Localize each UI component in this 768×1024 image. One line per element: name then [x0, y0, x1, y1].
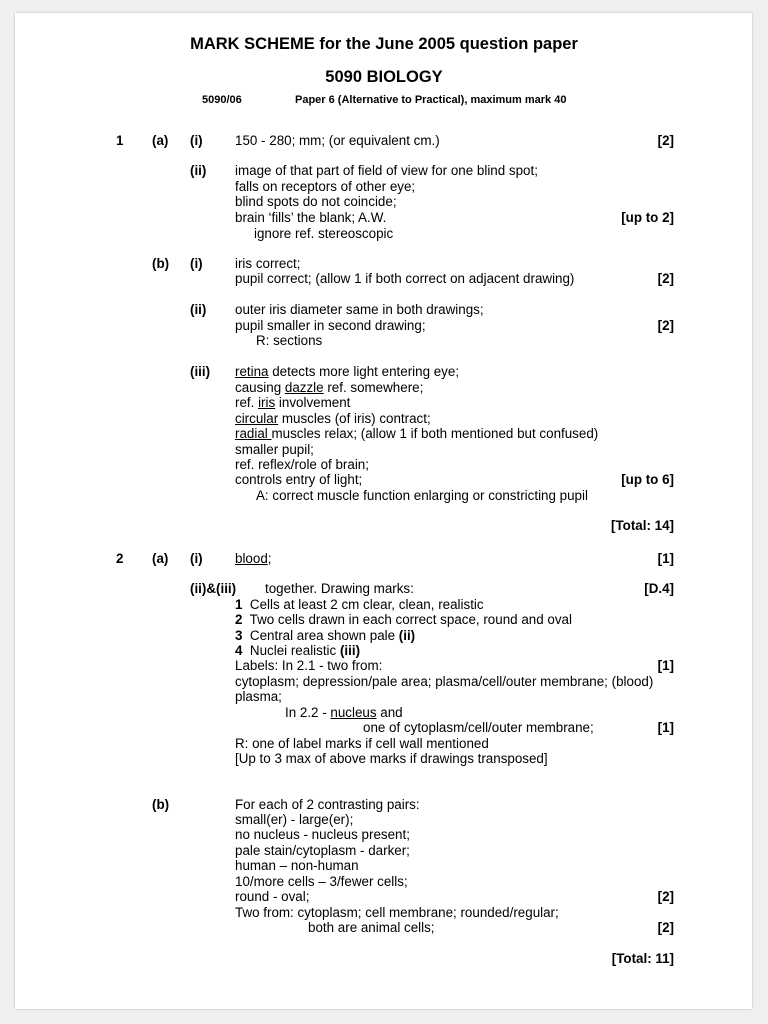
bold-ref: (iii)	[339, 643, 361, 658]
q1-a-sub-i: (i)	[190, 133, 203, 148]
labels-line: plasma;	[235, 689, 282, 704]
in-2-2-line: one of cytoplasm/cell/outer membrane;	[363, 720, 594, 735]
q1-total: [Total: 14]	[611, 518, 674, 533]
underlined-term: radial	[235, 426, 272, 441]
question-number-2: 2	[116, 551, 124, 566]
item-number: 1	[235, 597, 243, 612]
subject-title: 5090 BIOLOGY	[325, 68, 443, 86]
q2-a-i-answer	[235, 551, 272, 567]
transposed-note: [Up to 3 max of above marks if drawings transposed]	[235, 751, 548, 766]
q2-b-line: human – non-human	[235, 858, 359, 873]
q1-b-sub-i: (i)	[190, 256, 203, 271]
in-2-2-mark: [1]	[657, 720, 674, 735]
paper-code: 5090/06	[202, 94, 242, 106]
q1-b-iii-line: ref. reflex/role of brain;	[235, 457, 369, 472]
q2-total: [Total: 11]	[611, 951, 674, 966]
bold-ref: (ii)	[398, 628, 416, 643]
q1-b-sub-ii: (ii)	[190, 302, 207, 317]
item-number: 2	[235, 612, 243, 627]
q1-b-iii-line	[235, 395, 350, 411]
q1-b-iii-mark: [up to 6]	[621, 472, 674, 487]
line-text: In 2.2 -	[285, 705, 331, 720]
q1-b-iii-line	[235, 380, 423, 396]
q1-b-ii-mark: [2]	[657, 318, 674, 333]
underlined-term: dazzle	[284, 380, 324, 395]
line-text: ref.	[235, 395, 259, 410]
line-text: Central area shown pale	[249, 628, 399, 643]
line-text: ref. somewhere;	[323, 380, 424, 395]
q1-b-ii-line: pupil smaller in second drawing;	[235, 318, 426, 333]
q2-a-ii-iii-mark: [D.4]	[644, 581, 674, 596]
q2-part-b: (b)	[152, 797, 170, 812]
q1-b-iii-line	[235, 411, 431, 427]
line-text: muscles relax; (allow 1 if both mentioned but confused)	[271, 426, 599, 441]
underlined-term: circular	[235, 411, 279, 426]
underlined-term: iris	[258, 395, 276, 410]
q2-b-line: pale stain/cytoplasm - darker;	[235, 843, 410, 858]
q1-b-ii-note: R: sections	[256, 333, 323, 348]
paper-description: Paper 6 (Alternative to Practical), maximum mark 40	[295, 94, 567, 106]
q2-b-line: round - oval;	[235, 889, 310, 904]
q1-b-iii-line: controls entry of light;	[235, 472, 363, 487]
item-number: 4	[235, 643, 243, 658]
drawing-mark-item	[235, 597, 484, 613]
drawing-mark-item	[235, 628, 415, 644]
q2-b-mark-2: [2]	[657, 920, 674, 935]
line-text: ;	[267, 551, 272, 566]
line-text: Cells at least 2 cm clear, clean, realistic	[249, 597, 484, 612]
q2-a-ii-iii-intro: together. Drawing marks:	[265, 581, 414, 596]
q2-a-sub-ii-iii: (ii)&(iii)	[190, 581, 237, 596]
q2-b-line: small(er) - large(er);	[235, 812, 354, 827]
q1-a-ii-mark: [up to 2]	[621, 210, 674, 225]
q2-b-line: both are animal cells;	[308, 920, 435, 935]
q1-b-iii-line	[235, 364, 459, 380]
q2-b-mark-1: [2]	[657, 889, 674, 904]
drawing-mark-item	[235, 612, 572, 628]
line-text: muscles (of iris) contract;	[278, 411, 431, 426]
q2-b-line: For each of 2 contrasting pairs:	[235, 797, 420, 812]
line-text: Two cells drawn in each correct space, round and oval	[249, 612, 572, 627]
line-text: detects more light entering eye;	[268, 364, 460, 379]
item-number: 3	[235, 628, 243, 643]
q1-part-a: (a)	[152, 133, 169, 148]
q1-part-b: (b)	[152, 256, 170, 271]
question-number-1: 1	[116, 133, 124, 148]
line-text: involvement	[275, 395, 351, 410]
q1-b-iii-line: smaller pupil;	[235, 442, 314, 457]
q1-b-sub-iii: (iii)	[190, 364, 211, 379]
q1-a-ii-line: blind spots do not coincide;	[235, 194, 397, 209]
q2-a-sub-i: (i)	[190, 551, 203, 566]
q2-b-line: Two from: cytoplasm; cell membrane; rounded/regular;	[235, 905, 559, 920]
q1-a-ii-line: falls on receptors of other eye;	[235, 179, 416, 194]
q1-b-i-line: iris correct;	[235, 256, 301, 271]
q1-b-i-mark: [2]	[657, 271, 674, 286]
underlined-term: nucleus	[330, 705, 377, 720]
labels-line: cytoplasm; depression/pale area; plasma/cell/outer membrane; (blood)	[235, 674, 654, 689]
q1-b-ii-line: outer iris diameter same in both drawings;	[235, 302, 484, 317]
document-title: MARK SCHEME for the June 2005 question paper	[190, 35, 578, 53]
q2-b-line: no nucleus - nucleus present;	[235, 827, 410, 842]
q1-b-iii-line	[235, 426, 598, 442]
q1-b-i-line: pupil correct; (allow 1 if both correct on adjacent drawing)	[235, 271, 575, 286]
q1-a-i-mark: [2]	[657, 133, 674, 148]
line-text: Nuclei realistic	[249, 643, 340, 658]
q1-a-sub-ii: (ii)	[190, 163, 207, 178]
labels-intro-mark: [1]	[657, 658, 674, 673]
q1-a-i-answer: 150 - 280; mm; (or equivalent cm.)	[235, 133, 440, 148]
drawing-mark-item	[235, 643, 360, 659]
underlined-term: retina	[235, 364, 269, 379]
q2-a-i-mark: [1]	[657, 551, 674, 566]
line-text: causing	[235, 380, 285, 395]
q1-a-ii-line: image of that part of field of view for one blind spot;	[235, 163, 538, 178]
underlined-term: blood	[235, 551, 268, 566]
reject-note: R: one of label marks if cell wall mentioned	[235, 736, 489, 751]
q2-b-line: 10/more cells – 3/fewer cells;	[235, 874, 408, 889]
line-text: and	[376, 705, 403, 720]
q1-b-iii-note: A: correct muscle function enlarging or constricting pupil	[256, 488, 588, 503]
q1-a-ii-note: ignore ref. stereoscopic	[254, 226, 394, 241]
labels-intro: Labels: In 2.1 - two from:	[235, 658, 383, 673]
q1-a-ii-line: brain ‘fills’ the blank; A.W.	[235, 210, 387, 225]
q2-part-a: (a)	[152, 551, 169, 566]
in-2-2-line	[285, 705, 403, 721]
